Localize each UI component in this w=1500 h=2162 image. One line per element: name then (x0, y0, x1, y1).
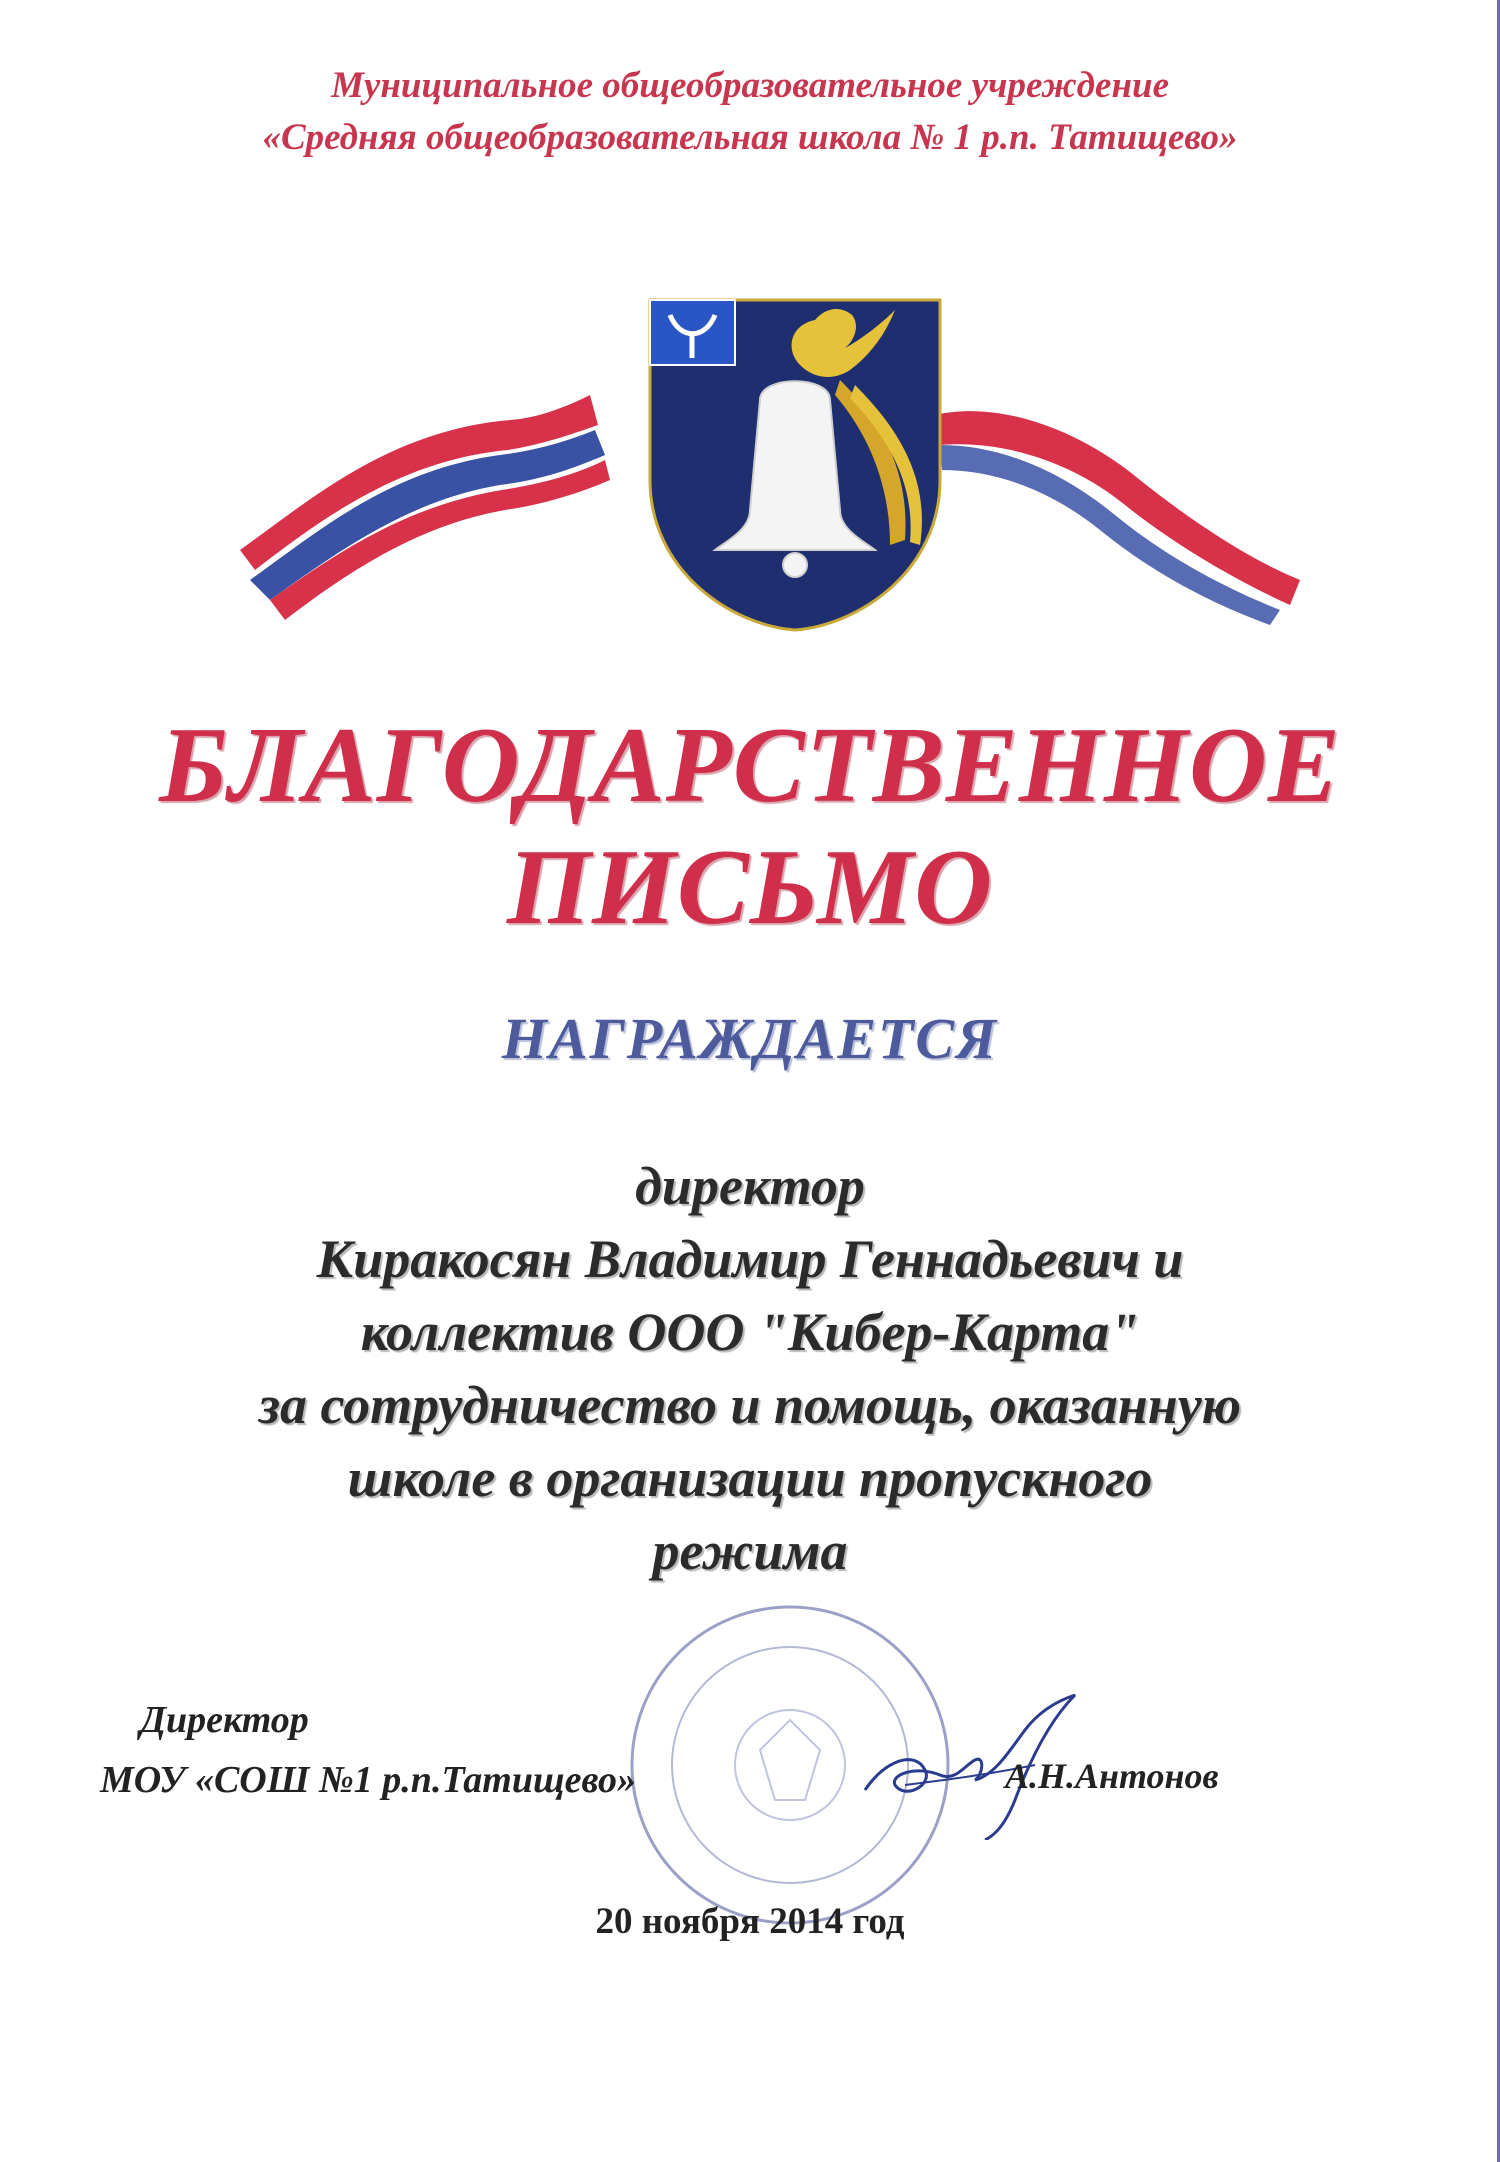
recipient-text (0, 1150, 1500, 1588)
document-title (0, 705, 1500, 949)
title-line-2: ПИСЬМО (506, 828, 994, 947)
seal-eagle-outline (760, 1720, 820, 1800)
title-line-1: БЛАГОДАРСТВЕННОЕ (159, 706, 1341, 825)
seal-center-emblem (735, 1710, 845, 1820)
institution-line-2: «Средняя общеобразовательная школа № 1 р.п. Татищево» (262, 117, 1238, 158)
institution-header (0, 60, 1500, 164)
bell-clapper (783, 553, 807, 577)
recipient-line-4: за сотрудничество и помощь, оказанную (258, 1375, 1242, 1435)
signatory-position (100, 1690, 636, 1810)
signatory-position-line-2: МОУ «СОШ №1 р.п.Татищево» (100, 1759, 636, 1801)
coat-of-arms-emblem (240, 280, 1310, 640)
recipient-line-2: Киракосян Владимир Геннадьевич и (316, 1229, 1184, 1289)
recipient-line-1: директор (635, 1156, 865, 1216)
document-date: 20 ноября 2014 год (595, 1901, 905, 1942)
awarded-label: НАГРАЖДАЕТСЯ (501, 1006, 999, 1071)
ribbon-right-red (935, 411, 1300, 605)
recipient-line-5: школе в организации пропускного (347, 1448, 1153, 1508)
signatory-name: А.Н.Антонов (1005, 1756, 1219, 1796)
recipient-line-3: коллектив ООО "Кибер-Карта" (360, 1302, 1140, 1362)
signatory-position-line-1: Директор (140, 1699, 309, 1741)
institution-line-1: Муниципальное общеобразовательное учреждение (331, 65, 1169, 106)
recipient-line-6: режима (652, 1521, 848, 1581)
